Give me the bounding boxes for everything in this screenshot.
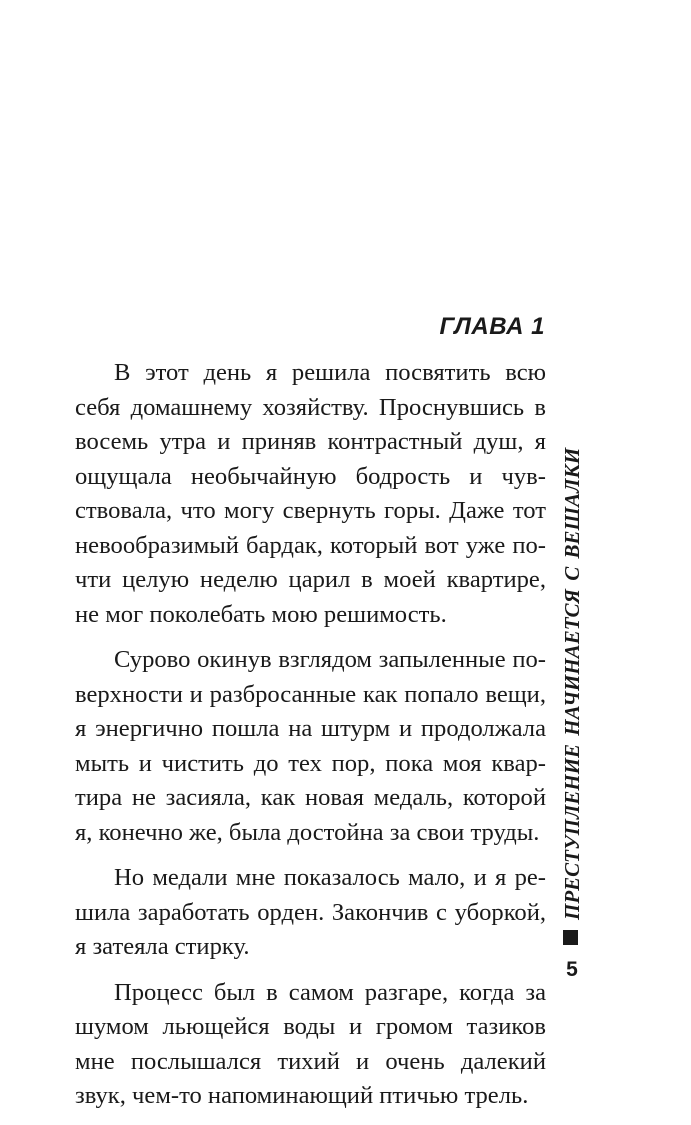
- chapter-title: ГЛАВА 1: [439, 313, 545, 340]
- paragraph-4: Процесс был в самом разгаре, когда за шумом льющейся воды и громом тазиков мне послышался тихий и очень далекий звук, чем-то напоминающий птичью трель.: [75, 978, 546, 1109]
- square-marker-icon: [563, 930, 578, 945]
- page-number: 5: [566, 958, 578, 981]
- book-title-running-head: ПРЕСТУПЛЕНИЕ НАЧИНАЕТСЯ С ВЕШАЛКИ: [560, 447, 584, 920]
- chapter-body: [75, 356, 546, 1125]
- paragraph-2: Сурово окинув взглядом запыленные поверхности и разбросанные как попало вещи, я энергично пошла на штурм и продолжала мыть и чистить до тех пор, пока моя квартира не засияла, как новая медаль, которой я, конечно же, была достойна за свои труды.: [75, 646, 546, 846]
- running-head: [554, 447, 590, 920]
- paragraph-3: Но медали мне показалось мало, и я решила заработать орден. Закончив с уборкой, я затеяла стирку.: [75, 864, 546, 960]
- paragraph-1: В этот день я решила посвятить всю себя домашнему хозяйству. Проснувшись в восемь утра и приняв контрастный душ, я ощущала необычайную бодрость и чувствовала, что могу свернуть горы. Даже тот невообразимый бардак, который вот уже почти целую неделю царил в моей квартире, не мог поколебать мою решимость.: [75, 359, 546, 628]
